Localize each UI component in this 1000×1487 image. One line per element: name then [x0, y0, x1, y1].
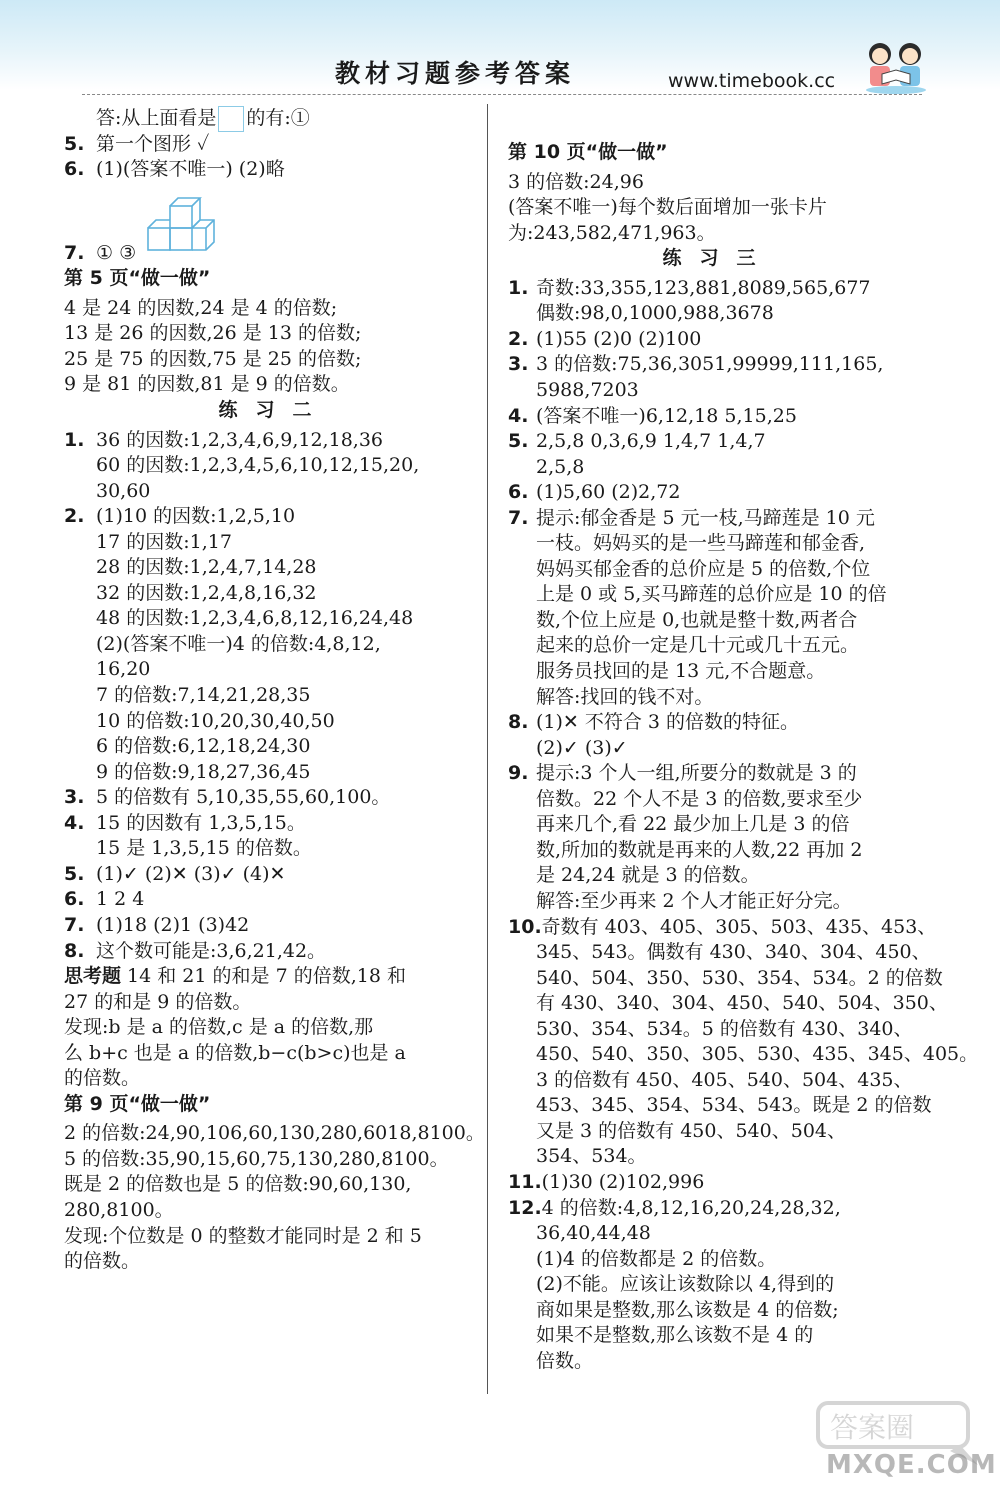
- answer-text: (2)(答案不唯一)4 的倍数:4,8,12,: [96, 632, 381, 655]
- answer-text: 36,40,44,48: [536, 1222, 651, 1245]
- answer-text: 530、354、534。5 的倍数有 430、340、: [536, 1017, 913, 1040]
- right-line: [508, 863, 928, 887]
- item-number: 7.: [64, 241, 85, 264]
- item-number: 8.: [508, 711, 529, 734]
- right-line: [508, 429, 928, 453]
- answer-text: 提示:3 个人一组,所要分的数就是 3 的: [536, 762, 857, 785]
- item-number: 2.: [508, 327, 529, 350]
- left-line: [64, 530, 484, 554]
- right-line: [508, 1272, 928, 1296]
- watermark-text: MXQE.COM: [826, 1450, 997, 1480]
- answer-text: 10 的倍数:10,20,30,40,50: [96, 709, 335, 732]
- item-number: 11.: [508, 1171, 542, 1193]
- column-divider: [487, 104, 488, 1394]
- answer-text: (1)✕ 不符合 3 的倍数的特征。: [536, 711, 800, 734]
- answer-text: (2)✓ (3)✓: [536, 736, 628, 759]
- section-heading: 练习二: [218, 398, 330, 421]
- answer-text: 48 的因数:1,2,3,4,6,8,12,16,24,48: [96, 607, 414, 630]
- item-number: 7.: [508, 506, 529, 529]
- right-line: [508, 1298, 928, 1322]
- answer-text: 7 的倍数:7,14,21,28,35: [96, 684, 311, 706]
- right-line: [508, 1042, 979, 1066]
- answer-text: 3 的倍数:24,96: [508, 170, 644, 193]
- answer-text: 17 的因数:1,17: [96, 530, 232, 553]
- answer-text: 解答:找回的钱不对。: [536, 685, 714, 708]
- right-line: [508, 1323, 928, 1347]
- item-number: 4.: [508, 404, 529, 427]
- left-line: [64, 241, 484, 265]
- answer-text: 14 和 21 的和是 7 的倍数,18 和: [121, 965, 406, 988]
- answer-text: 5988,7203: [536, 378, 639, 401]
- answer-text: 既是 2 的倍数也是 5 的倍数:90,60,130,: [64, 1173, 412, 1196]
- answer-text: 上是 0 或 5,买马蹄莲的总价应是 10 的倍: [536, 583, 887, 606]
- item-number: 8.: [64, 939, 85, 962]
- left-line: [64, 453, 484, 477]
- left-line: [64, 1015, 484, 1039]
- answer-text: 答:从上面看是: [96, 107, 217, 129]
- right-line: [508, 327, 928, 351]
- right-line: [508, 812, 928, 836]
- right-line: [508, 710, 928, 734]
- answer-text: (2)不能。应该让该数除以 4,得到的: [536, 1273, 835, 1296]
- answer-text: 商如果是整数,那么该数是 4 的倍数;: [536, 1298, 839, 1321]
- item-number: 5.: [64, 132, 85, 155]
- right-line: [508, 838, 928, 862]
- right-line: [508, 736, 928, 760]
- answer-text: 如果不是整数,那么该数不是 4 的: [536, 1324, 814, 1347]
- answer-text: (1)(答案不唯一) (2)略: [96, 158, 285, 181]
- right-line: [508, 1144, 928, 1168]
- answer-text: 1 2 4: [96, 888, 145, 911]
- right-line: [508, 246, 928, 270]
- right-line: [508, 276, 928, 300]
- right-line: [508, 1349, 928, 1373]
- answer-text: ① ③: [96, 241, 137, 264]
- answer-text: (1)5,60 (2)2,72: [536, 481, 681, 504]
- left-line: [64, 913, 484, 937]
- left-line: [64, 132, 484, 156]
- right-line: [508, 582, 928, 606]
- right-line: [508, 404, 928, 428]
- header-rule: [82, 94, 922, 95]
- right-line: [508, 787, 928, 811]
- answer-text: (1)✓ (2)✕ (3)✓ (4)✕: [96, 862, 286, 885]
- right-line: [508, 480, 928, 504]
- answer-text: 奇数:33,355,123,881,8089,565,677: [536, 276, 871, 299]
- answer-text: 妈妈买郁金香的总价应是 5 的倍数,个位: [536, 557, 871, 580]
- site-url: www.timebook.cc: [668, 70, 836, 92]
- left-line: [64, 428, 484, 452]
- section-heading: 练习三: [662, 247, 774, 270]
- item-number: 4.: [64, 811, 85, 834]
- right-line: [508, 915, 937, 939]
- left-line: [64, 606, 484, 630]
- answer-text: 第一个图形 ✓: [96, 132, 210, 155]
- item-number: 10.: [508, 915, 542, 938]
- left-line: [64, 581, 484, 605]
- right-line: [508, 557, 928, 581]
- answer-text: 为:243,582,471,963。: [508, 221, 716, 244]
- right-line: [508, 140, 928, 164]
- answer-text: 么 b+c 也是 a 的倍数,b−c(b>c)也是 a: [64, 1041, 406, 1064]
- answer-text: 25 是 75 的因数,75 是 25 的倍数;: [64, 347, 362, 370]
- item-number: 9.: [508, 762, 529, 785]
- left-line: [64, 1121, 484, 1145]
- answer-text: 有 430、340、304、450、540、504、350、: [536, 992, 948, 1015]
- page-section-heading: 第 5 页“做一做”: [64, 267, 211, 290]
- answer-text: 60 的因数:1,2,3,4,5,6,10,12,15,20,: [96, 454, 420, 477]
- answer-text: 这个数可能是:3,6,21,42。: [96, 939, 327, 962]
- answer-text: 偶数:98,0,1000,988,3678: [536, 302, 774, 325]
- answer-text: 解答:至少再来 2 个人才能正好分完。: [536, 889, 852, 912]
- answer-text: (1)55 (2)0 (2)100: [536, 327, 702, 350]
- answer-text: 2,5,8 0,3,6,9 1,4,7 1,4,7: [536, 430, 766, 453]
- answer-text: 又是 3 的倍数有 450、540、504、: [536, 1119, 847, 1142]
- answer-text: 再来几个,看 22 最少加上几是 3 的倍: [536, 813, 850, 836]
- right-line: [508, 940, 931, 964]
- answer-text: 一枝。妈妈买的是一些马蹄莲和郁金香,: [536, 532, 866, 555]
- answer-text: (1)30 (2)102,996: [541, 1171, 705, 1193]
- answer-text: 奇数有 403、405、305、503、435、453、: [541, 915, 937, 938]
- left-line: [64, 1198, 484, 1222]
- item-number: 2.: [64, 505, 85, 528]
- answer-text: 服务员找回的是 13 元,不合题意。: [536, 660, 826, 682]
- right-line: [508, 170, 928, 194]
- left-line: [64, 632, 484, 656]
- answer-text: 的倍数。: [64, 1250, 141, 1273]
- answer-text: 2 的倍数:24,90,106,60,130,280,6018,8100。: [64, 1122, 485, 1145]
- left-line: [64, 1172, 484, 1196]
- answer-text: (1)4 的倍数都是 2 的倍数。: [536, 1247, 777, 1270]
- left-line: [64, 347, 484, 371]
- right-line: [508, 1221, 928, 1245]
- answer-text: 9 是 81 的因数,81 是 9 的倍数。: [64, 373, 350, 396]
- answer-text: 6 的倍数:6,12,18,24,30: [96, 735, 311, 758]
- right-line: [508, 1119, 928, 1143]
- left-line: [64, 504, 484, 528]
- answer-text: 3 的倍数:75,36,3051,99999,111,165,: [536, 353, 884, 376]
- right-line: [508, 889, 928, 913]
- answer-text: 数,所加的数就是再来的人数,22 再加 2: [536, 838, 863, 861]
- right-line: [508, 685, 928, 709]
- item-number: 7.: [64, 913, 85, 936]
- left-line: [64, 683, 484, 707]
- item-number: 12.: [508, 1196, 542, 1219]
- item-number: 5.: [508, 430, 529, 453]
- left-line: [64, 106, 484, 132]
- right-line: [508, 633, 928, 657]
- right-line: [508, 1017, 928, 1041]
- answer-text: 2,5,8: [536, 455, 585, 478]
- right-line: [508, 608, 928, 632]
- left-line: [64, 836, 484, 860]
- item-number: 5.: [64, 862, 85, 885]
- item-number: 思考题: [64, 965, 122, 988]
- right-line: [508, 352, 928, 376]
- answer-text: 28 的因数:1,2,4,7,14,28: [96, 556, 317, 579]
- left-line: [64, 657, 484, 681]
- item-number: 6.: [508, 481, 529, 504]
- answer-text: 数,个位上应是 0,也就是整十数,两者合: [536, 608, 858, 631]
- answer-text: 是 24,24 就是 3 的倍数。: [536, 864, 760, 887]
- answer-text: 30,60: [96, 479, 151, 502]
- right-line: [508, 1093, 932, 1117]
- left-line: [64, 862, 484, 886]
- left-line: [64, 321, 484, 345]
- left-line: [64, 887, 484, 911]
- page-title: 教材习题参考答案: [335, 59, 576, 88]
- reading-kids-icon: [860, 38, 932, 94]
- left-line: [64, 760, 484, 784]
- left-line: [64, 296, 484, 320]
- answer-text: (答案不唯一)6,12,18 5,15,25: [536, 404, 797, 427]
- answer-text: 540、504、350、530、354、534。2 的倍数: [536, 966, 943, 989]
- left-line: [64, 990, 484, 1014]
- right-line: [508, 966, 943, 990]
- right-line: [508, 1196, 928, 1220]
- answer-text: 453、345、354、534、543。既是 2 的倍数: [536, 1094, 932, 1117]
- answer-text: 32 的因数:1,2,4,8,16,32: [96, 581, 317, 604]
- left-line: [64, 157, 484, 181]
- left-line: [64, 939, 484, 963]
- right-line: [508, 378, 928, 402]
- item-number: 3.: [64, 786, 85, 809]
- left-line: [64, 555, 484, 579]
- right-line: [508, 659, 928, 683]
- right-line: [508, 455, 928, 479]
- item-number: 1.: [508, 276, 529, 299]
- answer-text: 发现:b 是 a 的倍数,c 是 a 的倍数,那: [64, 1016, 374, 1039]
- answer-text: 起来的总价一定是几十元或几十五元。: [536, 634, 860, 657]
- answer-text: 4 的倍数:4,8,12,16,20,24,28,32,: [541, 1196, 841, 1219]
- square-shape-icon: [218, 106, 244, 132]
- left-line: [64, 1249, 484, 1273]
- answer-text: 3 的倍数有 450、405、540、504、435、: [536, 1068, 913, 1091]
- right-line: [508, 761, 928, 785]
- left-line: [64, 398, 484, 422]
- answer-text: 倍数。: [536, 1349, 594, 1372]
- left-line: [64, 266, 484, 290]
- page-section-heading: 第 10 页“做一做”: [508, 141, 668, 163]
- left-line: [64, 1066, 484, 1090]
- answer-text: 450、540、350、305、530、435、345、405。: [536, 1043, 979, 1066]
- left-line: [64, 1147, 484, 1171]
- cube-drawing: [146, 196, 222, 254]
- watermark-logo-text: 答案圈: [830, 1411, 915, 1444]
- answer-text: 16,20: [96, 658, 151, 681]
- right-line: [508, 195, 928, 219]
- left-line: [64, 479, 484, 503]
- answer-text: 345、543。偶数有 430、340、304、450、: [536, 941, 931, 964]
- right-line: [508, 221, 928, 245]
- right-line: [508, 1068, 928, 1092]
- answer-text: 5 的倍数:35,90,15,60,75,130,280,8100。: [64, 1147, 449, 1170]
- left-line: [64, 372, 484, 396]
- answer-text: 15 是 1,3,5,15 的倍数。: [96, 837, 312, 860]
- answer-text: 27 的和是 9 的倍数。: [64, 990, 252, 1013]
- left-line: [64, 709, 484, 733]
- right-line: [508, 301, 928, 325]
- left-line: [64, 1041, 484, 1065]
- item-number: 6.: [64, 888, 85, 911]
- answer-text: 354、534。: [536, 1145, 647, 1168]
- answer-text: 提示:郁金香是 5 元一枝,马蹄莲是 10 元: [536, 506, 875, 529]
- right-line: [508, 531, 928, 555]
- right-line: [508, 1170, 928, 1194]
- item-number: 6.: [64, 158, 85, 181]
- item-number: 1.: [64, 428, 85, 451]
- answer-text: 15 的因数有 1,3,5,15。: [96, 811, 306, 834]
- left-line: [64, 811, 484, 835]
- answer-text: 发现:个位数是 0 的整数才能同时是 2 和 5: [64, 1224, 422, 1247]
- right-line: [508, 991, 948, 1015]
- left-line: [64, 785, 484, 809]
- left-line: [64, 1092, 484, 1116]
- page-section-heading: 第 9 页“做一做”: [64, 1092, 211, 1115]
- answer-text: 9 的倍数:9,18,27,36,45: [96, 760, 311, 783]
- answer-text: (1)18 (2)1 (3)42: [96, 913, 250, 936]
- answer-text: 倍数。22 个人不是 3 的倍数,要求至少: [536, 787, 863, 810]
- item-number: 3.: [508, 353, 529, 376]
- answer-text-suffix: 的有:①: [246, 107, 310, 129]
- right-line: [508, 506, 928, 530]
- answer-text: 36 的因数:1,2,3,4,6,9,12,18,36: [96, 428, 383, 451]
- answer-text: 4 是 24 的因数,24 是 4 的倍数;: [64, 296, 338, 319]
- answer-text: 13 是 26 的因数,26 是 13 的倍数;: [64, 322, 362, 345]
- left-line: [64, 964, 484, 988]
- answer-text: 的倍数。: [64, 1067, 141, 1090]
- answer-text: 280,8100。: [64, 1199, 174, 1221]
- answer-text: (1)10 的因数:1,2,5,10: [96, 505, 296, 528]
- right-line: [508, 1247, 928, 1271]
- left-line: [64, 734, 484, 758]
- left-line: [64, 1224, 484, 1248]
- header-banner: [0, 0, 1000, 90]
- answer-text: (答案不唯一)每个数后面增加一张卡片: [508, 196, 827, 219]
- answer-text: 5 的倍数有 5,10,35,55,60,100。: [96, 786, 391, 809]
